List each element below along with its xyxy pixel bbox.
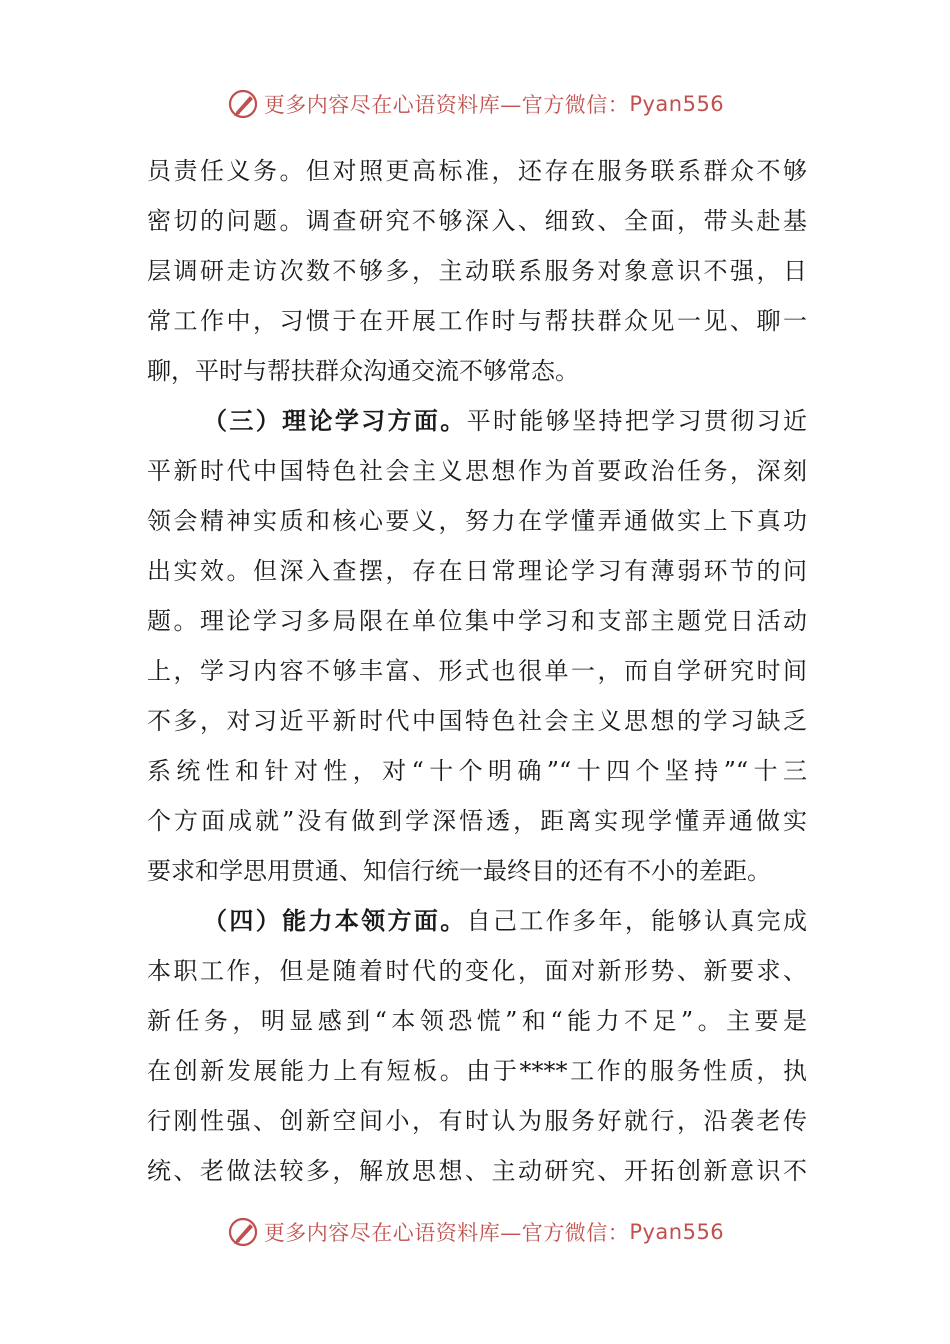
text-line: 领会精神实质和核心要义，努力在学懂弄通做实上下真功 — [147, 507, 807, 535]
text-line: 层调研走访次数不够多，主动联系服务对象意识不强，日 — [147, 257, 807, 285]
text-line: 要求和学思用贯通、知信行统一最终目的还有不小的差距。 — [147, 857, 771, 885]
footer-watermark — [0, 1210, 950, 1254]
section-heading: （四）能力本领方面。 — [203, 906, 467, 935]
text-line: 平新时代中国特色社会主义思想作为首要政治任务，深刻 — [147, 457, 807, 485]
watermark-text: 更多内容尽在心语资料库—官方微信： — [263, 1221, 630, 1245]
header-watermark — [0, 82, 950, 126]
text-line: 在创新发展能力上有短板。由于****工作的服务性质，执 — [147, 1057, 807, 1085]
text-line: 员责任义务。但对照更高标准，还存在服务联系群众不够 — [147, 157, 807, 185]
text-span: 平时能够坚持把学习贯彻习近 — [466, 407, 808, 435]
text-line: 不多，对习近平新时代中国特色社会主义思想的学习缺乏 — [147, 707, 807, 735]
text-line: 行刚性强、创新空间小，有时认为服务好就行，沿袭老传 — [147, 1107, 807, 1135]
text-line: 出实效。但深入查摆，存在日常理论学习有薄弱环节的问 — [147, 557, 807, 585]
pen-logo-icon — [226, 87, 260, 121]
text-line: 聊，平时与帮扶群众沟通交流不够常态。 — [147, 357, 579, 385]
text-line: 题。理论学习多局限在单位集中学习和支部主题党日活动 — [147, 607, 807, 635]
text-line: 上，学习内容不够丰富、形式也很单一，而自学研究时间 — [147, 657, 807, 685]
document-body — [147, 146, 807, 1196]
text-line: 本职工作，但是随着时代的变化，面对新形势、新要求、 — [147, 957, 807, 985]
paragraph-start — [147, 396, 807, 446]
watermark-text: 更多内容尽在心语资料库—官方微信： — [263, 93, 630, 117]
pen-logo-icon — [226, 1215, 260, 1249]
text-line: 常工作中，习惯于在开展工作时与帮扶群众见一见、聊一 — [147, 307, 807, 335]
text-line: 个方面成就”没有做到学深悟透，距离实现学懂弄通做实 — [147, 807, 807, 835]
paragraph-start — [147, 896, 807, 946]
watermark-contact: Pyan556 — [629, 92, 725, 116]
text-span: 自己工作多年，能够认真完成 — [466, 907, 808, 935]
watermark-contact: Pyan556 — [629, 1220, 725, 1244]
text-line: 密切的问题。调查研究不够深入、细致、全面，带头赴基 — [147, 207, 807, 235]
text-line: 新任务，明显感到“本领恐慌”和“能力不足”。主要是 — [147, 1007, 807, 1035]
text-line: 系统性和针对性，对“十个明确”“十四个坚持”“十三 — [147, 757, 807, 785]
section-heading: （三）理论学习方面。 — [203, 406, 467, 435]
text-line: 统、老做法较多，解放思想、主动研究、开拓创新意识不 — [147, 1157, 807, 1185]
